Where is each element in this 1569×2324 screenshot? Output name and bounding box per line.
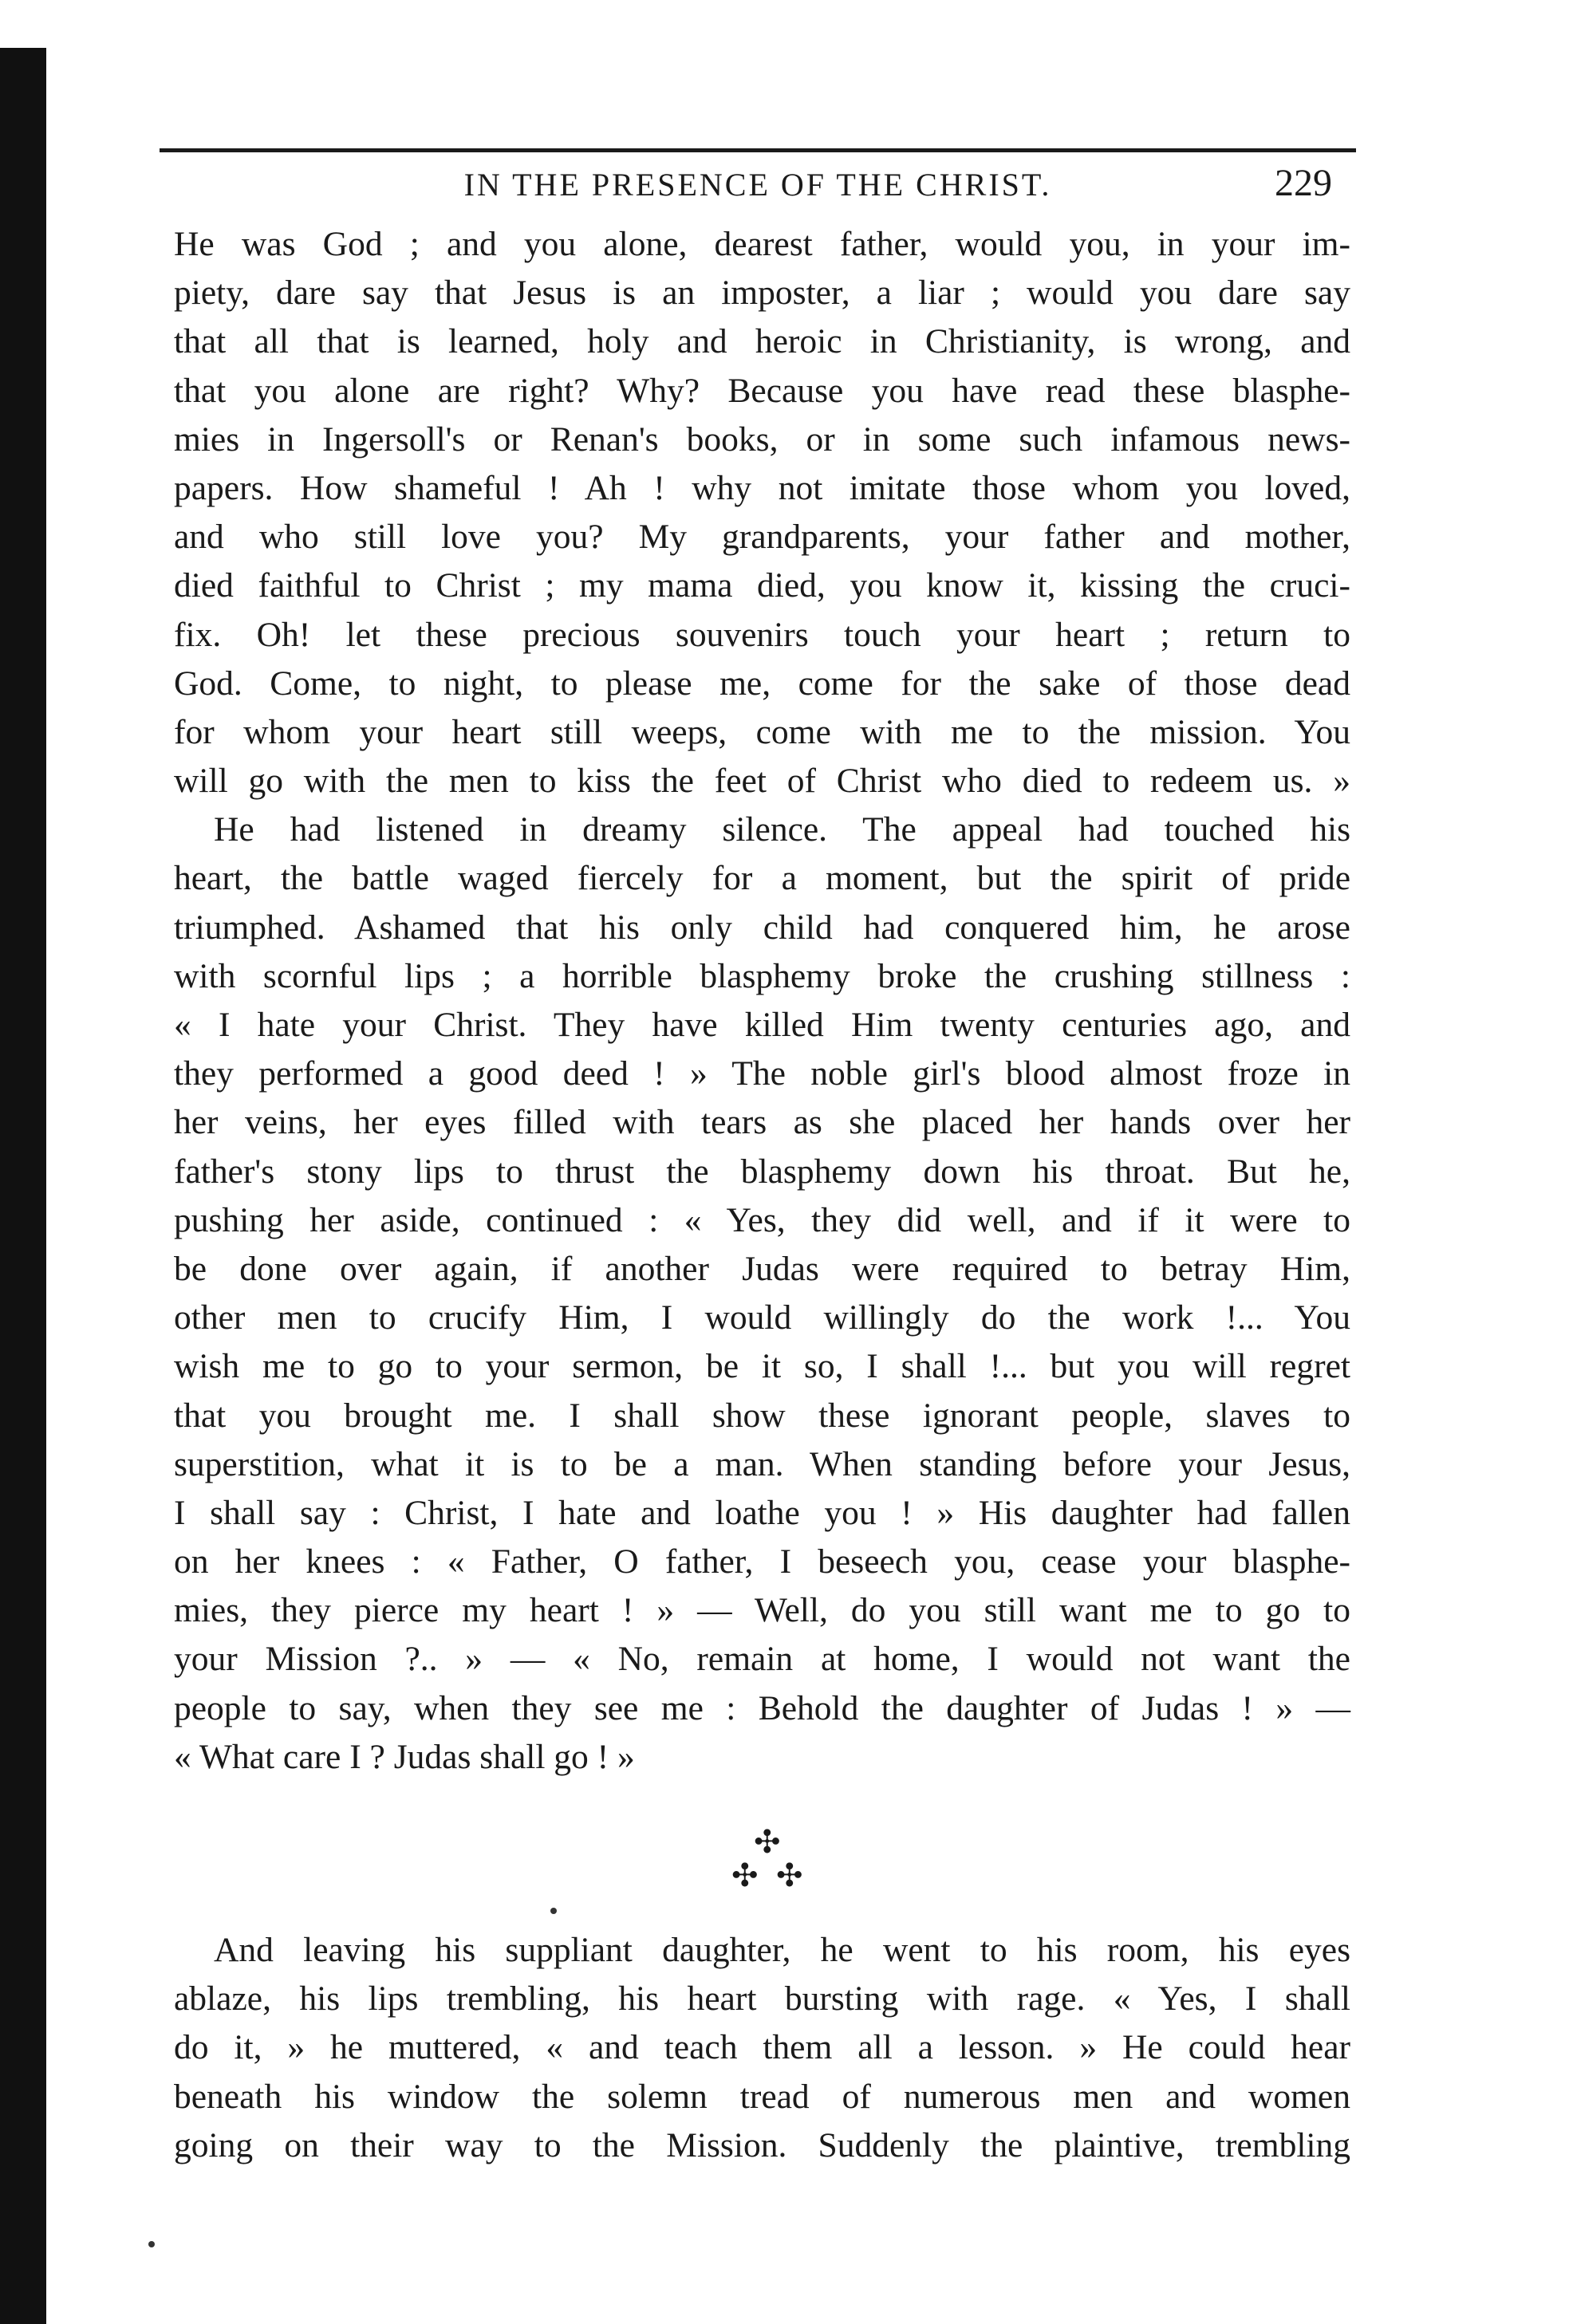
text-line: with scornful lips ; a horrible blasphemy broke the crushing stillness : [174, 956, 1350, 995]
text-line: superstition, what it is to be a man. When standing before your Jesus, [174, 1444, 1350, 1483]
text-line: heart, the battle waged fiercely for a moment, but the spirit of pride [174, 859, 1350, 898]
text-line: triumphed. Ashamed that his only child had conquered him, he arose [174, 908, 1350, 947]
text-line: died faithful to Christ ; my mama died, you know it, kissing the cruci- [174, 566, 1350, 605]
text-line: her veins, her eyes filled with tears as she placed her hands over her [174, 1103, 1350, 1142]
text-line: that you alone are right? Why? Because you have read these blasphe- [174, 371, 1350, 410]
running-head [160, 161, 1356, 209]
main-text [174, 220, 1350, 1782]
text-line: « What care I ? Judas shall go ! » [174, 1737, 635, 1776]
scan-edge-bar [0, 48, 46, 2324]
ornament-glyph: ✣ [776, 1857, 803, 1893]
header-rule [160, 148, 1356, 152]
ornament-glyph: ✣ [754, 1824, 781, 1860]
text-line: for whom your heart still weeps, come with me to the mission. You [174, 712, 1350, 751]
ornament-glyph: ✣ [731, 1857, 759, 1893]
text-line: pushing her aside, continued : « Yes, they did well, and if it were to [174, 1200, 1350, 1239]
text-line: will go with the men to kiss the feet of Christ who died to redeem us. » [174, 762, 1350, 801]
paragraph-3 [174, 1926, 1350, 2170]
text-line: that all that is learned, holy and heroic in Christianity, is wrong, and [174, 322, 1350, 361]
text-line: ablaze, his lips trembling, his heart bursting with rage. « Yes, I shall [174, 1979, 1350, 2019]
text-line: piety, dare say that Jesus is an imposter, a liar ; would you dare say [174, 274, 1350, 313]
text-line: mies in Ingersoll's or Renan's books, or in some such infamous news- [174, 420, 1350, 459]
scan-speck [550, 1908, 557, 1914]
text-line: do it, » he muttered, « and teach them all a lesson. » He could hear [174, 2028, 1350, 2067]
text-line: fix. Oh! let these precious souvenirs touch your heart ; return to [174, 615, 1350, 654]
paragraph-1 [174, 220, 1350, 806]
running-title: IN THE PRESENCE OF THE CHRIST. [463, 167, 1052, 203]
paragraph-2 [174, 806, 1350, 1782]
text-line: « I hate your Christ. They have killed Him twenty centuries ago, and [174, 1006, 1350, 1044]
text-line: He had listened in dreamy silence. The appeal had touched his [214, 810, 1350, 849]
text-line: papers. How shameful ! Ah ! why not imitate those whom you loved, [174, 468, 1350, 507]
text-line: father's stony lips to thrust the blasphemy down his throat. But he, [174, 1152, 1350, 1191]
text-line: God. Come, to night, to please me, come for the sake of those dead [174, 664, 1350, 703]
text-line: I shall say : Christ, I hate and loathe you ! » His daughter had fallen [174, 1493, 1350, 1532]
closing-text [174, 1926, 1350, 2170]
text-line: people to say, when they see me : Behold the daughter of Judas ! » — [174, 1688, 1350, 1727]
text-line: other men to crucify Him, I would willingly do the work !... You [174, 1298, 1350, 1337]
page-number: 229 [1275, 162, 1332, 204]
section-ornament [722, 1826, 818, 1898]
text-line: beneath his window the solemn tread of numerous men and women [174, 2077, 1350, 2116]
text-line: He was God ; and you alone, dearest father, would you, in your im- [174, 225, 1350, 263]
text-line: wish me to go to your sermon, be it so, I shall !... but you will regret [174, 1347, 1350, 1386]
text-line: that you brought me. I shall show these ignorant people, slaves to [174, 1396, 1350, 1435]
text-line: on her knees : « Father, O father, I beseech you, cease your blasphe- [174, 1542, 1350, 1582]
text-line: mies, they pierce my heart ! » — Well, do you still want me to go to [174, 1591, 1350, 1630]
text-line: and who still love you? My grandparents, your father and mother, [174, 518, 1350, 557]
scan-speck [148, 2241, 155, 2247]
text-line: they performed a good deed ! » The noble girl's blood almost froze in [174, 1054, 1350, 1093]
text-line: going on their way to the Mission. Suddenly the plaintive, trembling [174, 2125, 1350, 2164]
text-line: your Mission ?.. » — « No, remain at home, I would not want the [174, 1640, 1350, 1679]
text-line: be done over again, if another Judas were required to betray Him, [174, 1249, 1350, 1288]
text-line: And leaving his suppliant daughter, he went to his room, his eyes [214, 1931, 1350, 1969]
